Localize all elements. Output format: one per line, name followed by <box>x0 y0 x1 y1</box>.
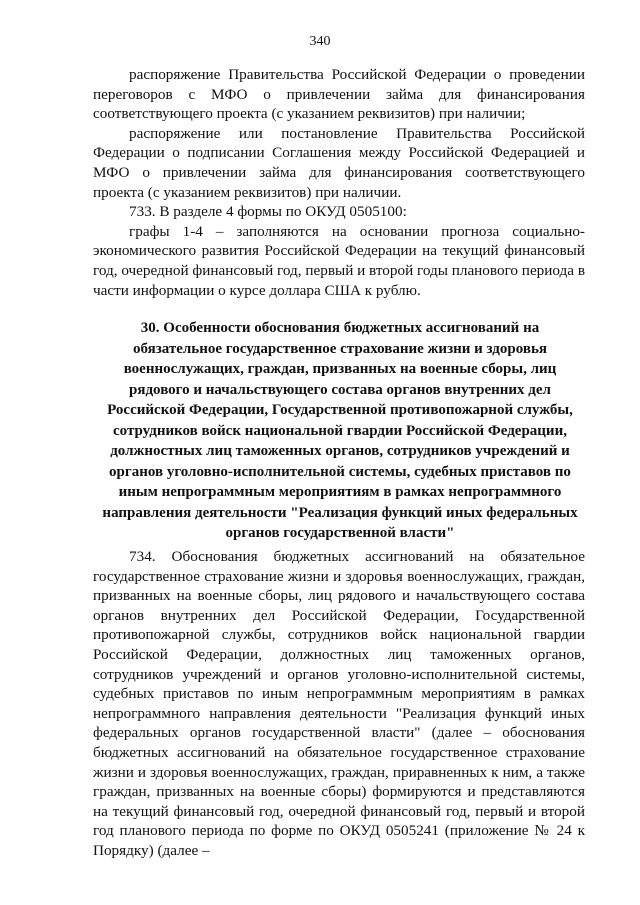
paragraph-733: 733. В разделе 4 формы по ОКУД 0505100: <box>129 203 407 221</box>
paragraph-mfo-negotiations: распоряжение Правительства Российской Федерации о проведении переговоров с МФО о привлечении займа для финансирования соответствующего проекта (с указанием реквизитов) при наличии; <box>93 66 585 123</box>
top-text-block <box>93 65 585 300</box>
paragraph-mfo-agreement: распоряжение или постановление Правительства Российской Федерации о подписании Соглашения между Российской Федерацией и МФО о привлечении займа для финансирования соответствующего проекта (с указанием реквизитов) при наличии. <box>93 124 585 201</box>
paragraph-columns-1-4: графы 1-4 – заполняются на основании прогноза социально-экономического развития Российской Федерации на текущий финансовый год, очередной финансовый год, первый и второй годы планового периода в части информации о курсе доллара США к рублю. <box>93 222 585 299</box>
page-number: 340 <box>309 34 331 49</box>
paragraph-734: 734. Обоснования бюджетных ассигнований на обязательное государственное страхование жизни и здоровья военнослужащих, граждан, призванных на военные сборы, лиц рядового и начальствующего состава органов внутренних дел Российской Федерации, Государственной противопожарной службы, сотрудников войск национальной гвардии Российской Федерации, должностных лиц таможенных органов, сотрудников учреждений и органов уголовно-исполнительной системы, судебных приставов по иным непрограммным мероприятиям в рамках непрограммного направления деятельности "Реализация функций иных федеральных органов государственной власти" (далее – обоснования бюджетных ассигнований на обязательное государственное страхование жизни и здоровья военнослужащих, граждан, приравненных к ним, а также граждан, призванных на военные сборы) формируются и представляются на текущий финансовый год, очередной финансовый год, первый и второй год планового периода по форме по ОКУД 0505241 (приложение № 24 к Порядку) (далее – <box>93 548 585 859</box>
section-heading: 30. Особенности обоснования бюджетных ассигнований на обязательное государственное страхование жизни и здоровья военнослужащих, граждан, призванных на военные сборы, лиц рядового и начальствующего состава органов внутренних дел Российской Федерации, Государственной противопожарной службы, сотрудников войск национальной гвардии Российской Федерации, должностных лиц таможенных органов, сотрудников учреждений и органов уголовно-исполнительной системы, судебных приставов по иным непрограммным мероприятиям в рамках непрограммного направления деятельности "Реализация функций иных федеральных органов государственной власти" <box>102 320 578 541</box>
bottom-text-block <box>93 547 585 861</box>
